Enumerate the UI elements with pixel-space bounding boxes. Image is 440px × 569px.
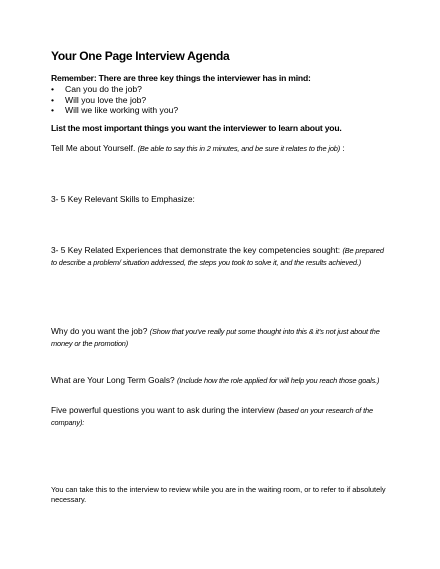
- list-item: • Will we like working with you?: [51, 105, 178, 116]
- section-note: (Show that you've really put some thought into this & it's not just about the money or the promotion): [51, 327, 380, 348]
- section-label: 3- 5 Key Relevant Skills to Emphasize:: [51, 194, 195, 204]
- section-label: 3- 5 Key Related Experiences that demonstrate the key competencies sought:: [51, 245, 343, 255]
- interviewer-questions-list: [51, 84, 178, 116]
- section-label: What are Your Long Term Goals?: [51, 375, 178, 385]
- section-label: Tell Me about Yourself.: [51, 143, 138, 153]
- page-title: Your One Page Interview Agenda: [51, 49, 230, 63]
- section-label: Why do you want the job?: [51, 326, 150, 336]
- section-note: (Be prepared to describe a problem/ situation addressed, the steps you took to solve it, and the results achieved.): [51, 246, 384, 267]
- section-goals: [51, 375, 391, 387]
- section-experiences: [51, 245, 391, 268]
- section-note: (Include how the role applied for will help you reach those goals.): [177, 376, 380, 385]
- section-skills: [51, 194, 391, 205]
- section-questions: [51, 405, 391, 428]
- section-suffix: :: [340, 143, 345, 153]
- list-heading: List the most important things you want the interviewer to learn about you.: [51, 123, 342, 133]
- section-why-job: [51, 326, 391, 349]
- section-note: (based on your research of the company):: [51, 406, 373, 427]
- footer-note: You can take this to the interview to review while you are in the waiting room, or to refer to if absolutely necessary.: [51, 485, 386, 504]
- section-tell-me: [51, 143, 391, 155]
- section-note: (Be able to say this in 2 minutes, and be sure it relates to the job): [137, 144, 341, 153]
- section-label: Five powerful questions you want to ask during the interview: [51, 405, 277, 415]
- list-item: • Will you love the job?: [51, 95, 178, 106]
- list-item: • Can you do the job?: [51, 84, 178, 95]
- remember-heading: Remember: There are three key things the interviewer has in mind:: [51, 73, 311, 83]
